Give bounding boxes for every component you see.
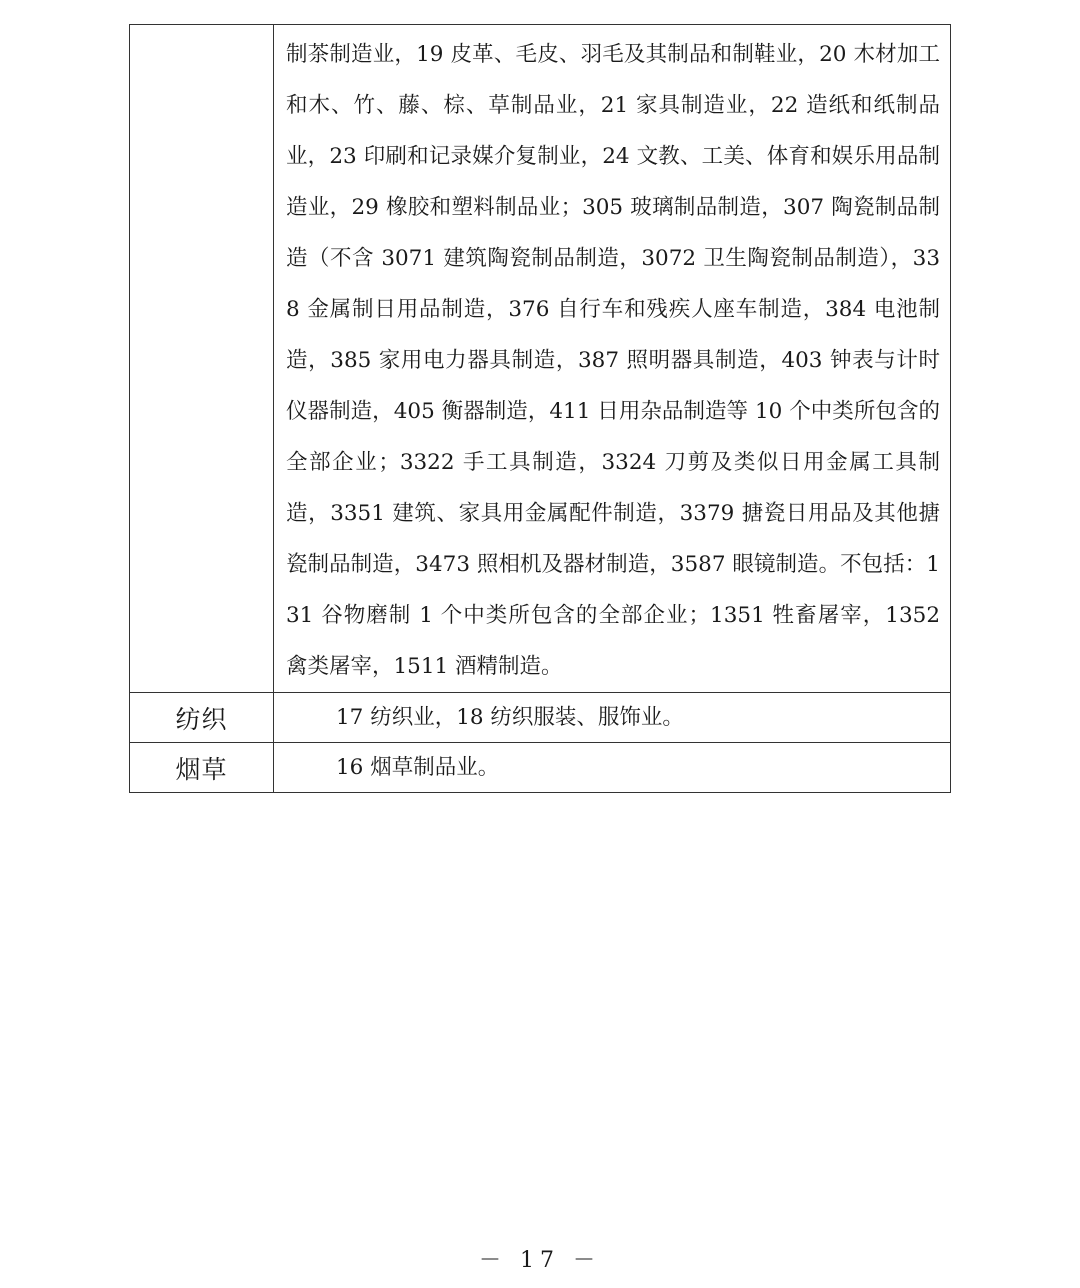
industry-scope-cell: 制茶制造业，19 皮革、毛皮、羽毛及其制品和制鞋业，20 木材加工和木、竹、藤、棕、草制品业，21 家具制造业，22 造纸和纸制品业，23 印刷和记录媒介复制业，24 文教、工美、体育和娱乐用品制造业，29 橡胶和塑料制品业；305 玻璃制品制造，307 陶瓷制品制造（不含 3071 建筑陶瓷制品制造，3072 卫生陶瓷制品制造），338 金属制日用品制造，376 自行车和残疾人座车制造，384 电池制造，385 家用电力器具制造，387 照明器具制造，403 钟表与计时仪器制造，405 衡器制造，411 日用杂品制造等 10 个中类所包含的全部企业；3322 手工具制造，3324 刀剪及类似日用金属工具制造，3351 建筑、家具用金属配件制造，3379 搪瓷日用品及其他搪瓷制品制造，3473 照相机及器材制造，3587 眼镜制造。不包括：131 谷物磨制 1 个中类所包含的全部企业；1351 牲畜屠宰，1352 禽类屠宰，1511 酒精制造。 (274, 25, 951, 693)
category-cell-textile: 纺织 (130, 693, 274, 743)
category-cell-tobacco: 烟草 (130, 743, 274, 793)
page-number: － 17 － (479, 1248, 601, 1273)
industry-scope-cell-tobacco: 16 烟草制品业。 (274, 743, 951, 793)
table-row (130, 743, 951, 793)
industry-scope-cell-textile: 17 纺织业，18 纺织服装、服饰业。 (274, 693, 951, 743)
table-row (130, 693, 951, 743)
category-cell (130, 25, 274, 693)
industry-classification-table (129, 24, 951, 793)
table-row (130, 25, 951, 693)
